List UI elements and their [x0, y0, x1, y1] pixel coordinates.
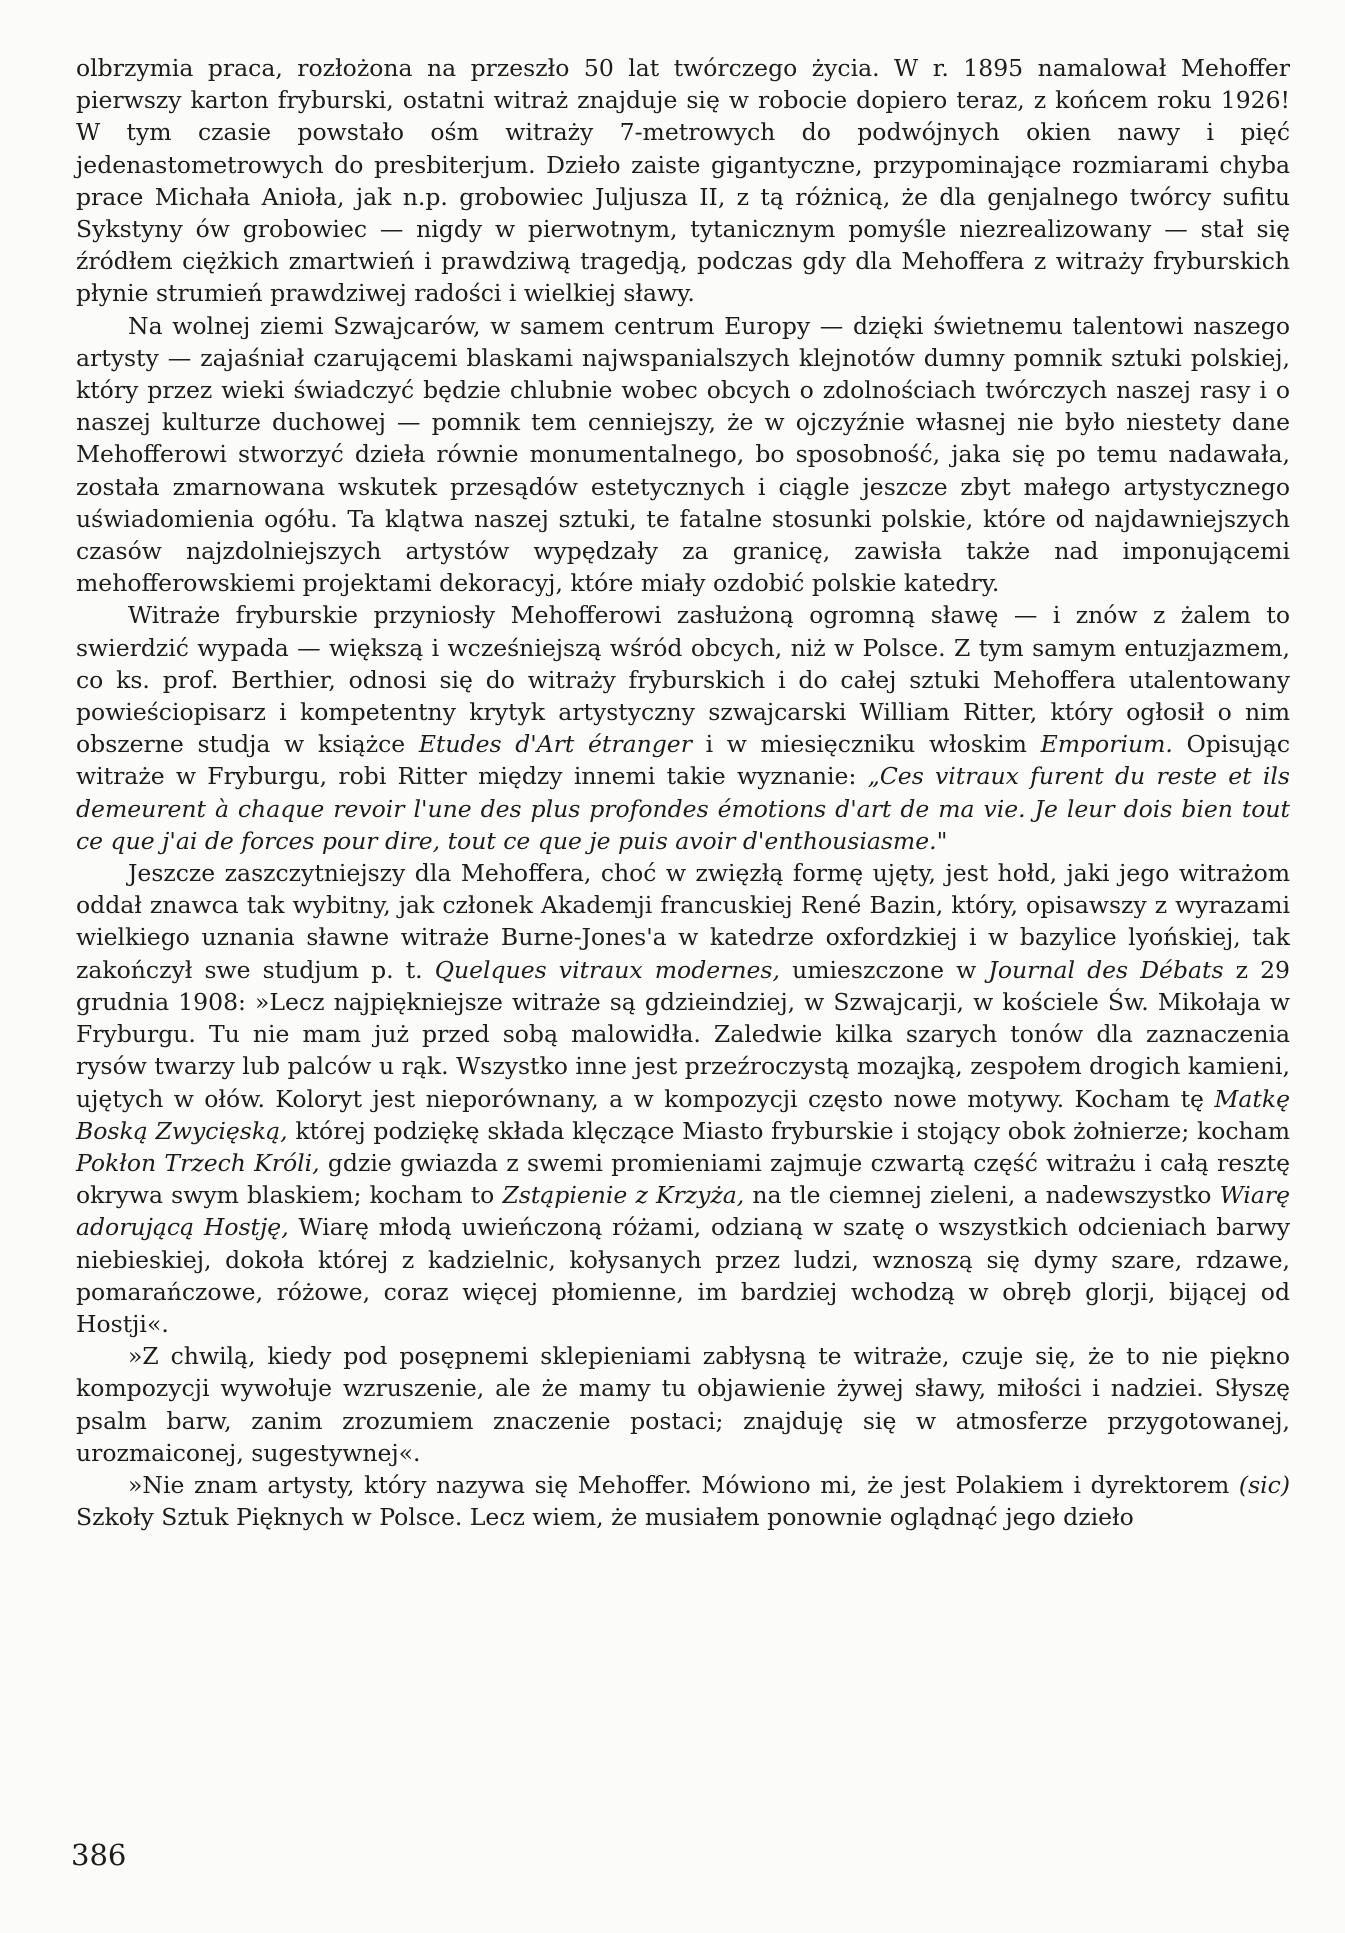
text-run: której podziękę składa klęczące Miasto fryburskie i stojący obok żołnierze; kocham	[287, 1116, 1290, 1145]
text-run: Witraże fryburskie przyniosły Mehofferowi zasłużoną ogromną sławę — i znów z żalem to swierdzić wypada — większą i wcześniejszą wśród obcych, niż w Polsce. Z tym samym entuzjazmem, co ks. prof. Berthier, odnosi się do witraży fryburskich i do całej sztuki Mehoffera utalentowany powieściopisarz i kompetentny krytyk artystyczny szwajcarski William Ritter, który ogłosił o nim obszerne studja w książce	[76, 601, 1290, 759]
paragraph	[76, 52, 1290, 310]
paragraph	[76, 599, 1290, 857]
text-run: Szkoły Sztuk Pięknych w Polsce. Lecz wiem, że musiałem ponownie oglądnąć jego dzieło	[76, 1503, 1134, 1532]
text-run: Opisując witraże w Fryburgu, robi Ritter między innemi takie wyznanie:	[76, 730, 1290, 791]
text-run: Na wolnej ziemi Szwajcarów, w samem centrum Europy — dzięki świetnemu talentowi naszego artysty — zajaśniał czarującemi blaskami najwspanialszych klejnotów dumny pomnik sztuki polskiej, który przez wieki świadczyć będzie chlubnie wobec obcych o zdolnościach twórczych naszej rasy i o naszej kulturze duchowej — pomnik tem cenniejszy, że w ojczyźnie własnej nie było niestety dane Mehofferowi stworzyć dzieła równie monumentalnego, bo sposobność, jaka się po temu nadawała, została zmarnowana wskutek przesądów estetycznych i ciągle jeszcze zbyt małego artystycznego uświadomienia ogółu. Ta klątwa naszej sztuki, te fatalne stosunki polskie, które od najdawniejszych czasów najzdolniejszych artystów wypędzały za granicę, zawisła także nad imponującemi mehofferowskiemi projektami dekoracyj, które miały ozdobić polskie katedry.	[76, 311, 1290, 598]
text-run: i w miesięczniku włoskim	[691, 730, 1041, 759]
text-run: »Nie znam artysty, który nazywa się Mehoffer. Mówiono mi, że jest Polakiem i dyrektorem	[128, 1470, 1239, 1499]
text-run: umieszczone w	[779, 955, 989, 984]
paragraph	[76, 310, 1290, 600]
text-run: Jeszcze zaszczytniejszy dla Mehoffera, choć w zwięzłą formę ujęty, jest hołd, jaki jego witrażom oddał znawca tak wybitny, jak członek Akademji francuskiej René Bazin, który, opisawszy z wyrazami wielkiego uznania sławne witraże Burne-Jones'a w katedrze oxfordzkiej i w bazylice lyońskiej, tak zakończył swe studjum p. t.	[76, 859, 1290, 984]
text-run: olbrzymia praca, rozłożona na przeszło 50 lat twórczego życia. W r. 1895 namalował Mehoffer pierwszy karton fryburski, ostatni witraż znajduje się w robocie dopiero teraz, z końcem roku 1926! W tym czasie powstało ośm witraży 7-metrowych do podwójnych okien nawy i pięć jedenastometrowych do presbiterjum. Dzieło zaiste gigantyczne, przypominające rozmiarami chyba prace Michała Anioła, jak n.p. grobowiec Juljusza II, z tą różnicą, że dla genjalnego twórcy sufitu Sykstyny ów grobowiec — nigdy w pierwotnym, tytanicznym pomyśle niezrealizowany — stał się źródłem ciężkich zmartwień i prawdziwą tragedją, podczas gdy dla Mehoffera z witraży fryburskich płynie strumień prawdziwej radości i wielkiej sławy.	[76, 54, 1290, 308]
text-run: »Z chwilą, kiedy pod posępnemi sklepieniami zabłysną te witraże, czuje się, że to nie piękno kompozycji wywołuje wzruszenie, ale że mamy tu objawienie żywej sławy, miłości i nadziei. Słyszę psalm barw, zanim zrozumiem znaczenie postaci; znajduję się w atmosferze przygotowanej, urozmaiconej, sugestywnej«.	[76, 1342, 1290, 1467]
italic-text: Quelques vitraux modernes,	[434, 955, 780, 984]
paragraph	[76, 857, 1290, 1340]
text-run: z 29 grudnia 1908: »Lecz najpiękniejsze witraże są gdzieindziej, w Szwajcarji, w kościele Św. Mikołaja w Fryburgu. Tu nie mam już przed sobą malowidła. Zaledwie kilka szarych tonów dla zaznaczenia rysów twarzy lub palców u rąk. Wszystko inne jest przeźroczystą mozajką, zespołem drogich kamieni, ujętych w ołów. Koloryt jest nieporównany, a w kompozycji często nowe motywy. Kocham tę	[76, 955, 1290, 1113]
italic-text: Pokłon Trzech Króli,	[76, 1148, 320, 1177]
paragraph	[76, 1340, 1290, 1469]
text-run: Wiarę młodą uwieńczoną różami, odzianą w szatę o wszystkich odcieniach barwy niebieskiej, dokoła której z kadzielnic, kołysanych przez ludzi, wznoszą się dymy szare, rdzawe, pomarańczowe, różowe, coraz więcej płomienne, im bardziej wchodzą w obręb glorji, bijącej od Hostji«.	[76, 1213, 1290, 1338]
italic-text: Etudes d'Art étranger	[418, 730, 692, 759]
text-run: na tle ciemnej zieleni, a nadewszystko	[744, 1181, 1220, 1210]
italic-text: Emporium.	[1040, 730, 1173, 759]
text-run: gdzie gwiazda z swemi promieniami zajmuje czwartą część witrażu i całą resztę okrywa swym blaskiem; kocham to	[76, 1148, 1290, 1210]
italic-text: Zstąpienie z Krzyża,	[502, 1181, 745, 1210]
italic-text: Matkę Boską Zwycięską,	[76, 1084, 1290, 1145]
italic-text: „Ces vitraux furent du reste et ils demeurent à chaque revoir l'une des plus profondes émotions d'art de ma vie. Je leur dois bien tout ce que j'ai de forces pour dire, tout ce que je puis avoir d'enthousiasme."	[76, 762, 1290, 855]
page-number: 386	[71, 1838, 127, 1872]
italic-text: Wiarę adorującą Hostję,	[76, 1181, 1290, 1242]
body-text	[76, 52, 1290, 1533]
italic-text: (sic)	[1238, 1470, 1290, 1499]
italic-text: Journal des Débats	[988, 955, 1224, 984]
paragraph	[76, 1469, 1290, 1533]
